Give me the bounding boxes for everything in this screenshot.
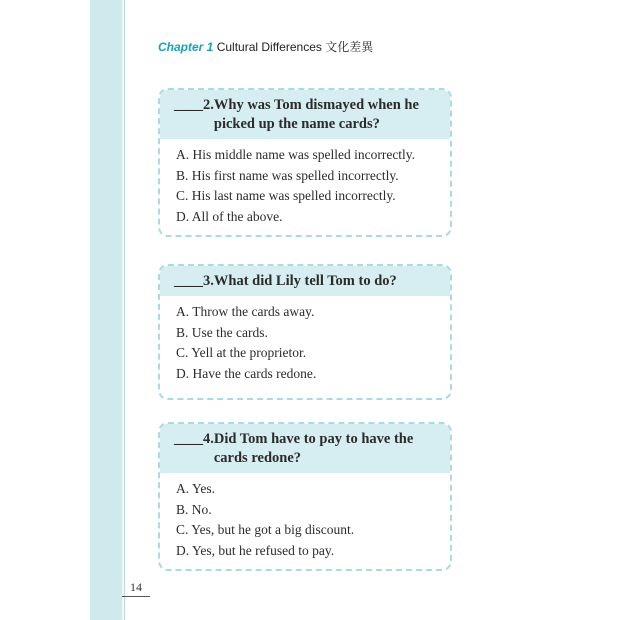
question-header — [160, 90, 450, 139]
question-card-3 — [158, 264, 452, 400]
question-text: Did Tom have to pay to have the cards redone? — [213, 431, 414, 466]
option-c: C. Yell at the proprietor. — [176, 345, 307, 360]
option-b: B. His first name was spelled incorrectly. — [176, 167, 399, 183]
answer-blank: ____4. — [174, 431, 214, 447]
option-c: C. His last name was spelled incorrectly. — [176, 188, 396, 203]
option-d: D. Have the cards redone. — [176, 365, 317, 381]
option-d: D. All of the above. — [176, 208, 283, 224]
option-a: A. His middle name was spelled incorrectly. — [176, 147, 416, 162]
option-b: B. No. — [176, 501, 212, 517]
chapter-label: Chapter 1 — [158, 40, 214, 54]
option-c: C. Yes, but he got a big discount. — [176, 522, 355, 537]
question-text: Why was Tom dismayed when he picked up the name cards? — [213, 97, 419, 132]
option-list — [160, 296, 450, 398]
side-color-strip — [90, 0, 122, 620]
option-d: D. Yes, but he refused to pay. — [176, 542, 335, 558]
question-card-2 — [158, 88, 452, 237]
question-header — [160, 266, 450, 296]
question-card-4 — [158, 422, 452, 571]
option-b: B. Use the cards. — [176, 324, 268, 340]
option-list — [160, 139, 450, 235]
option-a: A. Yes. — [176, 481, 216, 496]
answer-blank: ____3. — [174, 273, 214, 289]
page-number: 14 — [130, 580, 142, 594]
option-a: A. Throw the cards away. — [176, 304, 315, 319]
chapter-title: Cultural Differences 文化差異 — [216, 40, 374, 54]
option-list — [160, 473, 450, 569]
chapter-header — [158, 38, 373, 55]
answer-blank: ____2. — [174, 97, 214, 113]
question-header — [160, 424, 450, 473]
page-number-rule — [122, 596, 150, 597]
page-gutter-shadow — [122, 0, 128, 620]
question-text: What did Lily tell Tom to do? — [213, 273, 397, 289]
